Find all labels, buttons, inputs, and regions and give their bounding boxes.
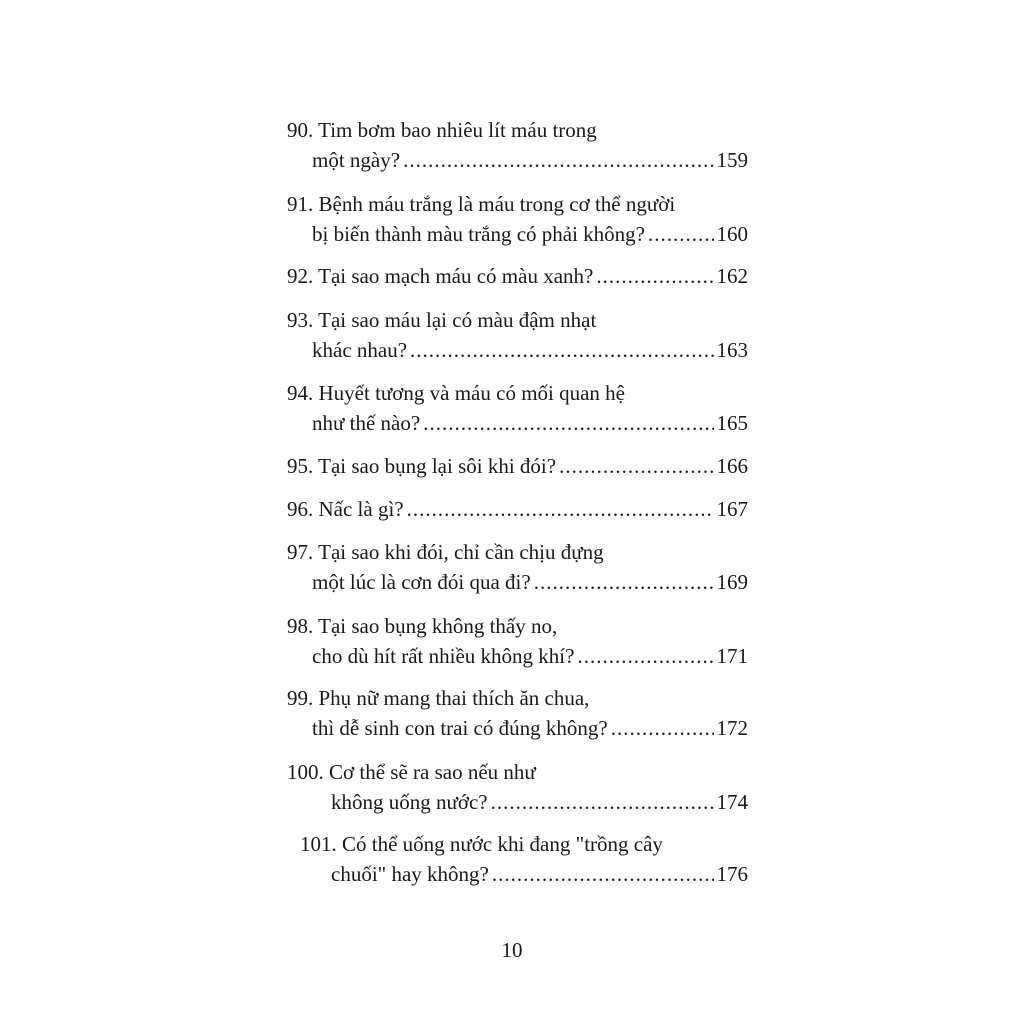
toc-entry-title: chuối" hay không? bbox=[331, 862, 489, 886]
toc-entry-title: 92. Tại sao mạch máu có màu xanh? bbox=[287, 264, 594, 288]
toc-entry-title: 94. Huyết tương và máu có mối quan hệ bbox=[287, 381, 625, 405]
toc-entry-line bbox=[287, 266, 748, 287]
toc-page-number: 167 bbox=[716, 497, 748, 521]
toc-page-number: 162 bbox=[716, 264, 748, 288]
toc-page-number: 163 bbox=[716, 338, 748, 362]
toc-entry-line bbox=[287, 456, 748, 477]
toc-entry-line bbox=[312, 340, 748, 361]
toc-entry-title: 101. Có thể uống nước khi đang "trồng cây bbox=[300, 832, 663, 856]
toc-entry-line bbox=[312, 413, 748, 434]
toc-entry-line bbox=[287, 194, 675, 215]
toc-page-number: 171 bbox=[716, 644, 748, 668]
toc-entry-line bbox=[287, 499, 748, 520]
toc-entry-line bbox=[312, 224, 748, 245]
toc-entry-title: 95. Tại sao bụng lại sôi khi đói? bbox=[287, 454, 557, 478]
toc-entry-title: 93. Tại sao máu lại có màu đậm nhạt bbox=[287, 308, 597, 332]
toc-entry-line bbox=[312, 646, 748, 667]
toc-entry-line bbox=[287, 120, 597, 141]
dot-leader bbox=[492, 864, 714, 885]
toc-entry-title: 90. Tim bơm bao nhiêu lít máu trong bbox=[287, 118, 597, 142]
toc-entry-line bbox=[287, 542, 604, 563]
dot-leader bbox=[423, 413, 713, 434]
toc-entry-line bbox=[300, 834, 663, 855]
toc-entry-line bbox=[312, 718, 748, 739]
dot-leader bbox=[534, 572, 714, 593]
toc-page-number: 176 bbox=[716, 862, 748, 886]
toc-page-number: 159 bbox=[716, 148, 748, 172]
dot-leader bbox=[648, 224, 714, 245]
toc-entry-title: thì dễ sinh con trai có đúng không? bbox=[312, 716, 608, 740]
toc-entry-title: 91. Bệnh máu trắng là máu trong cơ thể người bbox=[287, 192, 676, 216]
toc-entry-title: 99. Phụ nữ mang thai thích ăn chua, bbox=[287, 686, 590, 710]
toc-entry-line bbox=[312, 572, 748, 593]
toc-entry-line bbox=[287, 762, 536, 783]
dot-leader bbox=[403, 150, 713, 171]
toc-entry-title: 100. Cơ thể sẽ ra sao nếu như bbox=[287, 760, 536, 784]
toc-entry-line bbox=[331, 864, 748, 885]
toc-entry-title: không uống nước? bbox=[331, 790, 488, 814]
toc-page-number: 160 bbox=[716, 222, 748, 246]
toc-entry-title: một ngày? bbox=[312, 148, 401, 172]
toc-entry-line bbox=[312, 150, 748, 171]
dot-leader bbox=[577, 646, 713, 667]
toc-entry-line bbox=[331, 792, 748, 813]
toc-page-number: 174 bbox=[716, 790, 748, 814]
page-number: 10 bbox=[501, 938, 523, 962]
toc-page-number: 172 bbox=[716, 716, 748, 740]
dot-leader bbox=[491, 792, 714, 813]
toc-entry-title: cho dù hít rất nhiều không khí? bbox=[312, 644, 575, 668]
toc-entry-line bbox=[287, 310, 596, 331]
toc-entry-line bbox=[287, 616, 557, 637]
toc-entry-title: bị biến thành màu trắng có phải không? bbox=[312, 222, 645, 246]
toc-entry-title: 96. Nấc là gì? bbox=[287, 497, 404, 521]
dot-leader bbox=[559, 456, 713, 477]
toc-entry-title: như thế nào? bbox=[312, 411, 421, 435]
dot-leader bbox=[410, 340, 713, 361]
toc-page-number: 166 bbox=[716, 454, 748, 478]
toc-entry-line bbox=[287, 383, 625, 404]
toc-entry-title: 98. Tại sao bụng không thấy no, bbox=[287, 614, 558, 638]
toc-page-number: 165 bbox=[716, 411, 748, 435]
dot-leader bbox=[407, 499, 714, 520]
dot-leader bbox=[596, 266, 713, 287]
toc-entry-line bbox=[287, 688, 589, 709]
toc-page-number: 169 bbox=[716, 570, 748, 594]
toc-entry-title: một lúc là cơn đói qua đi? bbox=[312, 570, 531, 594]
dot-leader bbox=[611, 718, 714, 739]
toc-entry-title: 97. Tại sao khi đói, chỉ cần chịu đựng bbox=[287, 540, 604, 564]
toc-entry-title: khác nhau? bbox=[312, 338, 408, 362]
